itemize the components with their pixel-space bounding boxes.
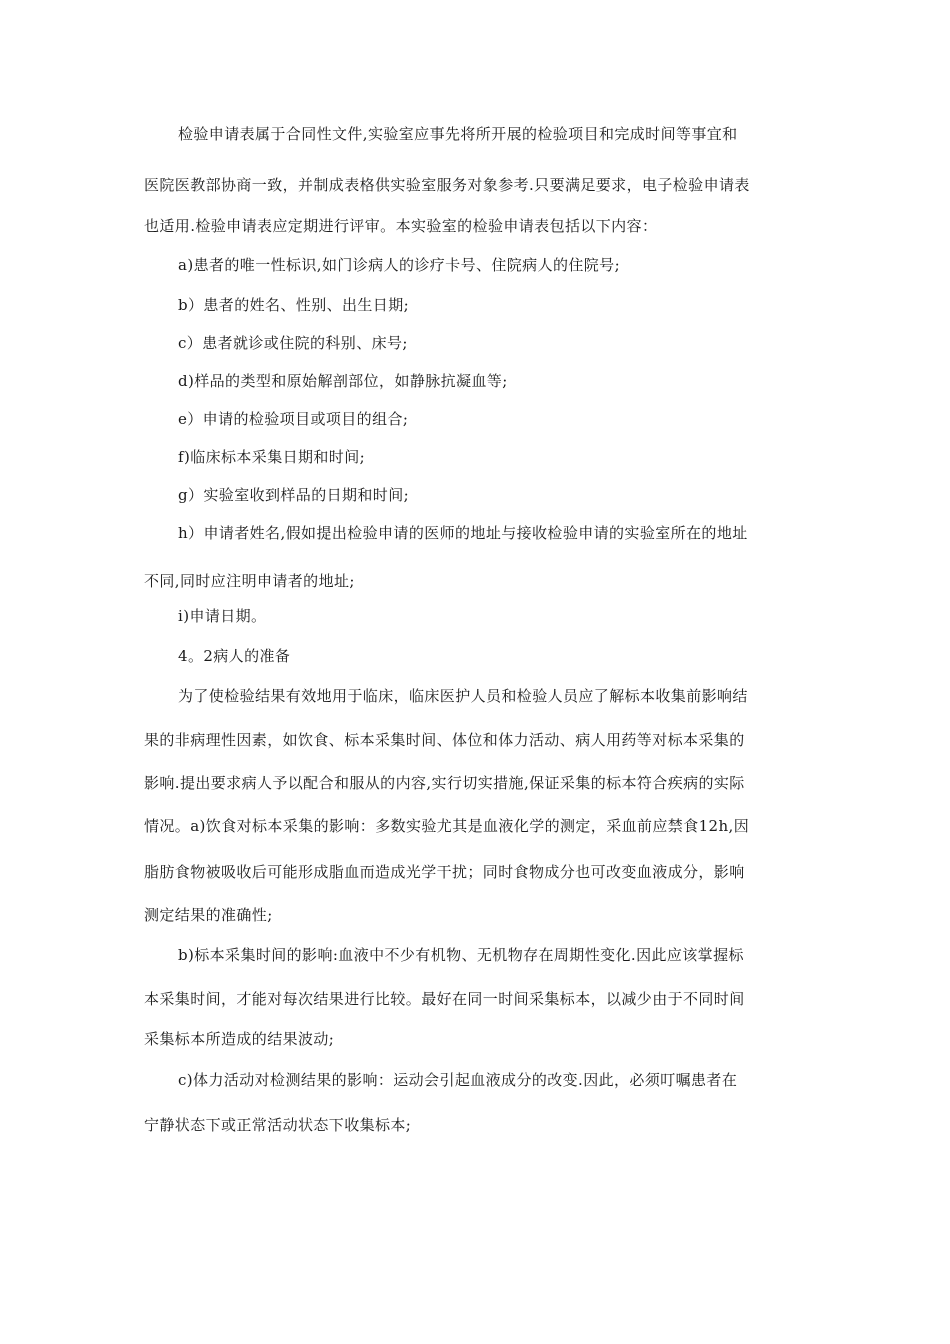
section-heading: 4。2病人的准备 (178, 647, 291, 665)
paragraph-line: 采集标本所造成的结果波动; (144, 1030, 335, 1048)
list-item: b）患者的姓名、性别、出生日期; (178, 296, 410, 314)
paragraph-line: 影响.提出要求病人予以配合和服从的内容,实行切实措施,保证采集的标本符合疾病的实际 (144, 774, 745, 792)
paragraph-line: 果的非病理性因素，如饮食、标本采集时间、体位和体力活动、病人用药等对标本采集的 (144, 731, 745, 749)
list-item: g）实验室收到样品的日期和时间; (178, 486, 410, 504)
list-item: d)样品的类型和原始解剖部位，如静脉抗凝血等; (178, 372, 508, 390)
paragraph-line: 宁静状态下或正常活动状态下收集标本; (144, 1116, 412, 1134)
paragraph-line: 情况。a)饮食对标本采集的影响：多数实验尤其是血液化学的测定，采血前应禁食12h,因 (144, 817, 750, 835)
paragraph-line: 为了使检验结果有效地用于临床，临床医护人员和检验人员应了解标本收集前影响结 (178, 687, 748, 705)
paragraph-line: 本采集时间，才能对每次结果进行比较。最好在同一时间采集标本，以减少由于不同时间 (144, 990, 745, 1008)
paragraph-line: 也适用.检验申请表应定期进行评审。本实验室的检验申请表包括以下内容： (144, 217, 658, 235)
paragraph-line: 医院医教部协商一致，并制成表格供实验室服务对象参考.只要满足要求，电子检验申请表 (144, 176, 750, 194)
list-item: a)患者的唯一性标识,如门诊病人的诊疗卡号、住院病人的住院号; (178, 256, 621, 274)
paragraph-line: c)体力活动对检测结果的影响：运动会引起血液成分的改变.因此，必须叮嘱患者在 (178, 1071, 738, 1089)
paragraph-line: b)标本采集时间的影响:血液中不少有机物、无机物存在周期性变化.因此应该掌握标 (178, 946, 744, 964)
list-item: f)临床标本采集日期和时间; (178, 448, 366, 466)
paragraph-line: 不同,同时应注明申请者的地址; (144, 572, 355, 590)
list-item: i)申请日期。 (178, 607, 267, 625)
list-item: c）患者就诊或住院的科别、床号; (178, 334, 408, 352)
list-item: e）申请的检验项目或项目的组合; (178, 410, 409, 428)
list-item: h）申请者姓名,假如提出检验申请的医师的地址与接收检验申请的实验室所在的地址 (178, 524, 748, 542)
paragraph-line: 测定结果的准确性; (144, 906, 273, 924)
paragraph-line: 脂肪食物被吸收后可能形成脂血而造成光学干扰；同时食物成分也可改变血液成分，影响 (144, 863, 745, 881)
paragraph-line: 检验申请表属于合同性文件,实验室应事先将所开展的检验项目和完成时间等事宜和 (178, 125, 738, 143)
